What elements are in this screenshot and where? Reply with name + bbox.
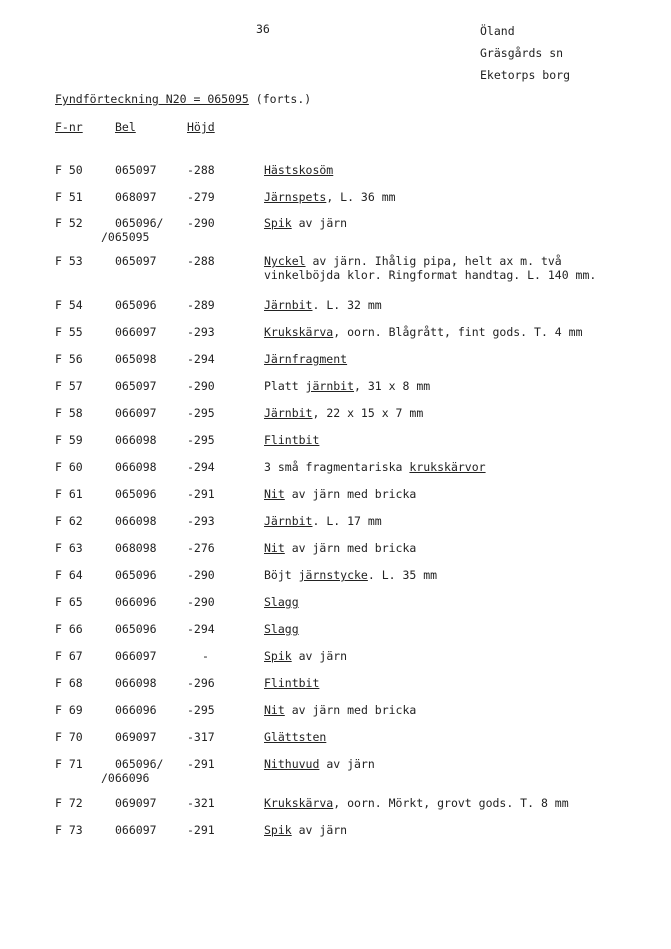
page-number: 36 — [256, 22, 270, 36]
find-height: -293 — [187, 325, 215, 339]
column-header-hojd: Höjd — [187, 120, 215, 134]
find-height: -279 — [187, 190, 215, 204]
header-region: Öland — [480, 24, 515, 38]
find-height: -290 — [187, 595, 215, 609]
object-term: Spik — [264, 649, 292, 663]
description-line — [264, 406, 423, 420]
location-line: 065096 — [115, 622, 157, 636]
location-line: 066098 — [115, 514, 157, 528]
location-line: 068097 — [115, 190, 157, 204]
find-location — [115, 406, 185, 420]
find-description — [264, 163, 333, 177]
header-site: Eketorps borg — [480, 68, 571, 82]
find-description — [264, 703, 416, 717]
location-line: 066097 — [115, 406, 157, 420]
find-height: -291 — [187, 487, 215, 501]
find-number: F 56 — [55, 352, 83, 366]
description-line — [264, 460, 486, 474]
description-line — [264, 190, 396, 204]
location-line: 066097 — [115, 649, 157, 663]
location-line: 066097 — [115, 823, 157, 837]
description-line — [264, 163, 333, 177]
find-number: F 63 — [55, 541, 83, 555]
description-line — [264, 757, 375, 771]
find-description — [264, 622, 299, 636]
find-height: -321 — [187, 796, 215, 810]
location-line: 065096/ — [115, 757, 164, 771]
find-number: F 71 — [55, 757, 83, 771]
description-line — [264, 730, 326, 744]
find-number: F 70 — [55, 730, 83, 744]
object-term: järnbit — [305, 379, 355, 393]
description-text: 3 små fragmentariska — [264, 460, 410, 474]
find-height: -295 — [187, 703, 215, 717]
object-term: Krukskärva — [264, 796, 334, 810]
find-description — [264, 190, 396, 204]
find-height: -290 — [187, 216, 215, 230]
description-text: . L. 17 mm — [312, 514, 382, 528]
find-height: -295 — [187, 433, 215, 447]
find-location — [115, 487, 185, 501]
find-number: F 61 — [55, 487, 83, 501]
description-line — [264, 703, 416, 717]
find-location — [115, 730, 185, 744]
find-number: F 52 — [55, 216, 83, 230]
description-text: av järn med bricka — [284, 541, 417, 555]
find-location — [115, 190, 185, 204]
location-line: 068098 — [115, 541, 157, 555]
column-header-bel: Bel — [115, 120, 136, 134]
location-line: 066098 — [115, 460, 157, 474]
find-height: -288 — [187, 163, 215, 177]
description-line — [264, 352, 347, 366]
object-term: Järnfragment — [264, 352, 348, 366]
description-line — [264, 622, 299, 636]
description-line — [264, 268, 596, 282]
find-number: F 62 — [55, 514, 83, 528]
find-height: -288 — [187, 254, 215, 268]
description-text: . L. 35 mm — [367, 568, 438, 582]
find-description — [264, 406, 423, 420]
description-text: av järn — [291, 216, 348, 230]
description-line — [264, 676, 319, 690]
object-term: Nithuvud — [264, 757, 320, 771]
find-location — [101, 216, 185, 244]
find-location — [101, 757, 185, 785]
location-line: 066096 — [115, 703, 157, 717]
object-term: Järnbit — [264, 514, 313, 528]
object-term: Nit — [264, 541, 285, 555]
description-text: vinkelböjda klor. Ringformat handtag. L. 140 mm. — [264, 268, 597, 282]
find-height: -296 — [187, 676, 215, 690]
find-description — [264, 216, 347, 230]
description-text: Böjt — [264, 568, 299, 582]
find-number: F 55 — [55, 325, 83, 339]
location-line: 065097 — [115, 379, 157, 393]
description-line — [264, 568, 437, 582]
description-line — [264, 649, 347, 663]
object-term: Nit — [264, 703, 285, 717]
find-description — [264, 595, 299, 609]
description-line — [264, 254, 596, 268]
description-text: av järn med bricka — [284, 487, 417, 501]
find-number: F 57 — [55, 379, 83, 393]
find-location — [115, 325, 185, 339]
find-height: -290 — [187, 379, 215, 393]
description-line — [264, 379, 430, 393]
find-number: F 50 — [55, 163, 83, 177]
find-location — [115, 823, 185, 837]
find-location — [115, 433, 185, 447]
find-height: -295 — [187, 406, 215, 420]
find-location — [115, 379, 185, 393]
description-text: , L. 36 mm — [326, 190, 396, 204]
location-line: 065096 — [115, 298, 157, 312]
find-height: -290 — [187, 568, 215, 582]
description-line — [264, 541, 416, 555]
object-term: Spik — [264, 216, 292, 230]
find-height: -294 — [187, 460, 215, 474]
find-height: -291 — [187, 823, 215, 837]
description-line — [264, 298, 382, 312]
description-line — [264, 487, 416, 501]
location-line: 066097 — [115, 325, 157, 339]
object-term: Hästskosöm — [264, 163, 334, 177]
location-line: 069097 — [115, 730, 157, 744]
location-line: /066096 — [101, 771, 150, 785]
description-text: , oorn. Blågrått, fint gods. T. 4 mm — [333, 325, 583, 339]
find-description — [264, 649, 347, 663]
find-description — [264, 352, 347, 366]
find-height: -294 — [187, 622, 215, 636]
description-text: av järn med bricka — [284, 703, 417, 717]
find-location — [115, 460, 185, 474]
object-term: Järnbit — [264, 298, 313, 312]
find-location — [115, 541, 185, 555]
find-number: F 72 — [55, 796, 83, 810]
find-description — [264, 730, 326, 744]
find-description — [264, 460, 486, 474]
column-header-fnr: F-nr — [55, 120, 83, 134]
find-description — [264, 676, 319, 690]
title-continued: (forts.) — [248, 92, 312, 106]
find-description — [264, 487, 416, 501]
object-term: Slagg — [264, 595, 299, 609]
location-line: 065096/ — [115, 216, 164, 230]
title-main: Fyndförteckning N20 = 065095 — [55, 92, 249, 106]
description-line — [264, 796, 569, 810]
document-title — [55, 92, 311, 106]
find-number: F 67 — [55, 649, 83, 663]
description-text: , 31 x 8 mm — [354, 379, 431, 393]
find-number: F 65 — [55, 595, 83, 609]
description-line — [264, 595, 299, 609]
description-line — [264, 216, 347, 230]
find-height: -294 — [187, 352, 215, 366]
location-line: 065098 — [115, 352, 157, 366]
object-term: Flintbit — [264, 676, 320, 690]
find-number: F 54 — [55, 298, 83, 312]
find-location — [115, 298, 185, 312]
object-term: Flintbit — [264, 433, 320, 447]
find-location — [115, 676, 185, 690]
find-number: F 69 — [55, 703, 83, 717]
object-term: Järnspets — [264, 190, 327, 204]
description-text: av järn — [291, 649, 348, 663]
find-number: F 53 — [55, 254, 83, 268]
description-text: , 22 x 15 x 7 mm — [312, 406, 424, 420]
description-line — [264, 823, 347, 837]
location-line: 065097 — [115, 254, 157, 268]
description-text: Platt — [264, 379, 306, 393]
find-description — [264, 568, 437, 582]
find-number: F 58 — [55, 406, 83, 420]
object-term: Spik — [264, 823, 292, 837]
location-line: 065096 — [115, 568, 157, 582]
description-line — [264, 514, 382, 528]
find-location — [115, 796, 185, 810]
location-line: 069097 — [115, 796, 157, 810]
find-description — [264, 757, 375, 771]
header-parish: Gräsgårds sn — [480, 46, 564, 60]
find-description — [264, 514, 382, 528]
find-location — [115, 595, 185, 609]
find-height: -289 — [187, 298, 215, 312]
find-location — [115, 163, 185, 177]
description-line — [264, 325, 583, 339]
find-description — [264, 379, 430, 393]
find-description — [264, 823, 347, 837]
find-number: F 59 — [55, 433, 83, 447]
object-term: Krukskärva — [264, 325, 334, 339]
find-height: -293 — [187, 514, 215, 528]
description-line — [264, 433, 319, 447]
location-line: 066098 — [115, 433, 157, 447]
location-line: 065097 — [115, 163, 157, 177]
description-text: , oorn. Mörkt, grovt gods. T. 8 mm — [333, 796, 569, 810]
object-term: Nyckel — [264, 254, 306, 268]
find-location — [115, 254, 185, 268]
description-text: av järn — [319, 757, 375, 771]
find-height: -291 — [187, 757, 215, 771]
find-location — [115, 622, 185, 636]
find-location — [115, 703, 185, 717]
object-term: järnstycke — [298, 568, 368, 582]
object-term: Slagg — [264, 622, 299, 636]
description-text: . L. 32 mm — [312, 298, 382, 312]
find-height: -276 — [187, 541, 215, 555]
find-description — [264, 298, 382, 312]
object-term: Järnbit — [264, 406, 313, 420]
find-description — [264, 541, 416, 555]
find-description — [264, 325, 583, 339]
find-number: F 66 — [55, 622, 83, 636]
find-number: F 64 — [55, 568, 83, 582]
find-description — [264, 433, 319, 447]
object-term: Glättsten — [264, 730, 327, 744]
description-text: av järn — [291, 823, 348, 837]
find-description — [264, 796, 569, 810]
find-location — [115, 352, 185, 366]
description-text: av järn. Ihålig pipa, helt ax m. två — [305, 254, 562, 268]
find-number: F 60 — [55, 460, 83, 474]
find-location — [115, 568, 185, 582]
location-line: 066098 — [115, 676, 157, 690]
find-description — [264, 254, 596, 282]
find-height: - — [202, 649, 209, 663]
location-line: /065095 — [101, 230, 150, 244]
object-term: krukskärvor — [409, 460, 486, 474]
location-line: 066096 — [115, 595, 157, 609]
location-line: 065096 — [115, 487, 157, 501]
find-number: F 51 — [55, 190, 83, 204]
find-number: F 73 — [55, 823, 83, 837]
find-location — [115, 649, 185, 663]
object-term: Nit — [264, 487, 285, 501]
find-location — [115, 514, 185, 528]
find-number: F 68 — [55, 676, 83, 690]
find-height: -317 — [187, 730, 215, 744]
